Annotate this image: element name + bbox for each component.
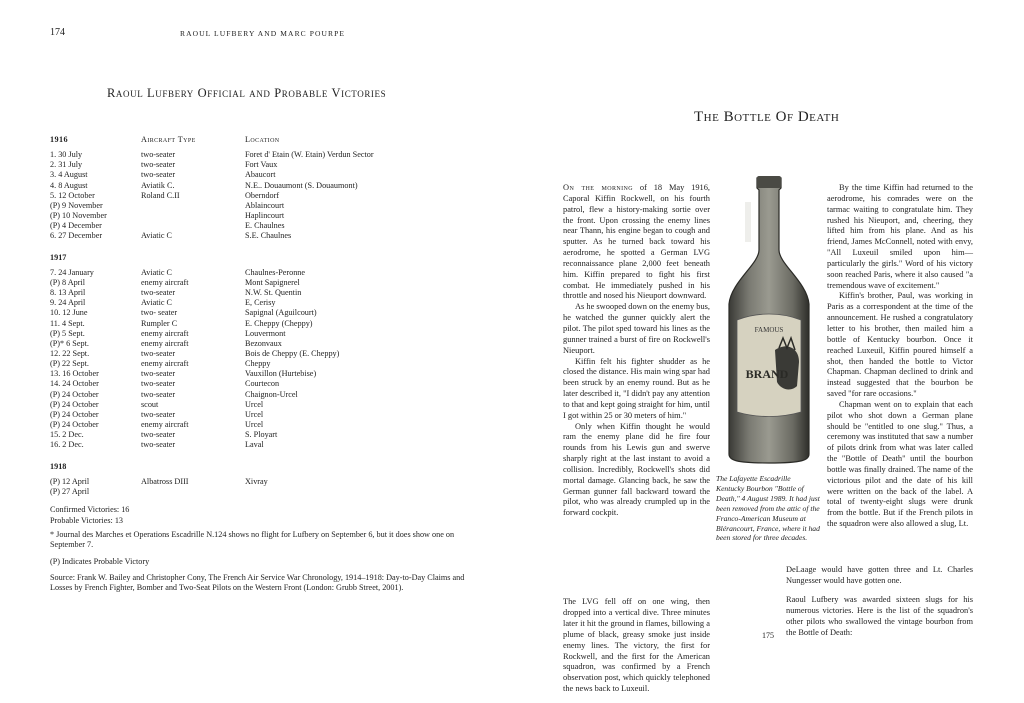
source-note: Source: Frank W. Bailey and Christopher Cony, The French Air Service War Chronology, 1914–1918: Day-to-Day Claims and Losses by French Fighter, Bomber and Two-Seat Pilots on the Western Front (London: Grubb Street, 2001). [50, 573, 465, 593]
aircraft-type: Rumpler C [141, 318, 178, 328]
victory-row [50, 150, 445, 160]
probable-legend: (P) Indicates Probable Victory [50, 557, 150, 566]
victory-location: Courtecon [245, 379, 280, 389]
article-column-1-continued [563, 589, 710, 703]
probable-victories: Probable Victories: 13 [50, 515, 124, 525]
victory-date: 9. 24 April [50, 298, 86, 308]
footnote: * Journal des Marches et Operations Escadrille N.124 shows no flight for Lufbery on September 6, but it does show one on September 7. [50, 530, 455, 550]
victory-row [50, 288, 445, 298]
article-paragraph: The LVG fell off on one wing, then dropped into a vertical dive. Three minutes later it hit the ground in flames, billowing a plume of black, greasy smoke just inside enemy lines. The victory, the first for Rockwell, and the first for the American squadron, was confirmed by a French observation post, which quickly telephoned the news back to Luxeuil. [563, 597, 710, 694]
victory-date: 7. 24 January [50, 267, 94, 277]
victory-date: (P) 24 October [50, 389, 99, 399]
aircraft-type [141, 211, 245, 221]
victory-date: 10. 12 June [50, 308, 88, 318]
aircraft-type: two-seater [141, 440, 176, 450]
victory-row [50, 349, 445, 359]
victory-date: 8. 13 April [50, 288, 86, 298]
victory-location: Urcel [245, 399, 264, 409]
victory-row [50, 440, 445, 450]
victory-date: (P) 27 April [50, 486, 90, 496]
victory-row [50, 487, 445, 497]
victory-row [50, 308, 445, 318]
header-year: 1916 [50, 135, 68, 144]
victory-date: 4. 8 August [50, 180, 88, 190]
victory-location [245, 487, 445, 497]
victory-row [50, 319, 445, 329]
victory-date: (P) 5 Sept. [50, 328, 85, 338]
aircraft-type: scout [141, 399, 159, 409]
confirmed-victories: Confirmed Victories: 16 [50, 505, 130, 514]
article-paragraph: Kiffin's brother, Paul, was working in Paris as a correspondent at the time of the announcement. He rushed a congratulatory letter to his brother, then mailed him a bottle of Kentucky bourbon. Once it reached Luxeuil, Kiffin poured himself a shot, then handed the bottle to Victor Chapman. Chapman declined to drink and instead suggested that the bourbon be saved "for rare occasions." [827, 291, 973, 399]
article-paragraph: As he swooped down on the enemy bus, he watched the gunner quickly alert the pilot. The pilot sped toward his lines as the gunner trained a burst of fire on Rockwell's Nieuport. [563, 302, 710, 355]
victory-location: Mont Sapignerel [245, 277, 300, 287]
victory-location: Vauxillon (Hurtebise) [245, 369, 317, 379]
victories-table [50, 135, 445, 497]
victory-location: Chaulnes-Peronne [245, 267, 306, 277]
aircraft-type [141, 487, 245, 497]
victory-row [50, 329, 445, 339]
article-paragraph [563, 183, 710, 302]
victory-row [50, 191, 445, 201]
left-page [0, 0, 512, 663]
header-aircraft: Aircraft Type [141, 135, 196, 144]
article-paragraph: Kiffin felt his fighter shudder as he closed the distance. His main wing spar had been struck by an enemy round. But as he later described it, "I didn't pay any attention to that and kept going straight for him, until I got within 25 or 30 meters of him." [563, 356, 710, 420]
victory-row [50, 390, 445, 400]
aircraft-type: two- seater [141, 308, 178, 318]
article-paragraph: Chapman went on to explain that each pilot who shot down a German plane should be "entitled to one slug." Thus, a ceremony was instituted that saw a number of pilots drink from what was later called the "Bottle of Death" until the bourbon bottle was finally drained. The name of the victorious pilot and the date of his kill were written on the back of the label. A total of twenty-eight slugs were drunk from the bottle. But if the French pilots in the squadron were also allowed a slug, Lt. [827, 399, 973, 529]
victory-row [50, 278, 445, 288]
aircraft-type: two-seater [141, 379, 176, 389]
victory-row [50, 170, 445, 180]
victory-date: 15. 2 Dec. [50, 430, 84, 440]
victory-location: Louvermont [245, 328, 286, 338]
victory-location: Laval [245, 440, 264, 450]
label-brand-text: BRAND [745, 367, 789, 381]
victory-location: Fort Vaux [245, 160, 278, 170]
aircraft-type: Aviatik C. [141, 180, 175, 190]
aircraft-type: two-seater [141, 160, 176, 170]
victory-row [50, 369, 445, 379]
article-column-2 [827, 183, 973, 530]
victory-location: Urcel [245, 409, 264, 419]
victory-location: Foret d' Etain (W. Etain) Verdun Sector [245, 150, 374, 160]
victory-date: 12. 22 Sept. [50, 348, 90, 358]
aircraft-type: enemy aircraft [141, 420, 189, 430]
victory-date: 2. 31 July [50, 160, 83, 170]
victory-date: (P) 8 April [50, 277, 86, 287]
victory-row [50, 298, 445, 308]
victory-location: Bois de Cheppy (E. Cheppy) [245, 348, 340, 358]
aircraft-type: enemy aircraft [141, 359, 189, 369]
bourbon-bottle-photo [717, 172, 821, 464]
victory-row [50, 359, 445, 369]
aircraft-type: Albatross DIII [141, 476, 189, 486]
running-head: RAOUL LUFBERY AND MARC POURPE [180, 29, 346, 38]
aircraft-type: two-seater [141, 150, 176, 160]
aircraft-type: two-seater [141, 430, 176, 440]
lead-in: On the morning [563, 183, 634, 192]
victory-location: S.E. Chaulnes [245, 231, 292, 241]
victory-date: 1. 30 July [50, 150, 83, 160]
victory-location: E. Chaulnes [245, 221, 285, 231]
aircraft-type: enemy aircraft [141, 277, 189, 287]
victory-row [50, 410, 445, 420]
victory-date: (P) 24 October [50, 420, 99, 430]
victory-date: 5. 12 October [50, 190, 95, 200]
aircraft-type: Roland C.II [141, 190, 180, 200]
aircraft-type: two-seater [141, 409, 176, 419]
victory-location: Urcel [245, 420, 264, 430]
label-top-text: FAMOUS [754, 326, 784, 334]
aircraft-type: two-seater [141, 369, 176, 379]
victory-location: Oberndorf [245, 190, 280, 200]
victory-row [50, 160, 445, 170]
victory-location: E, Cerisy [245, 298, 276, 308]
table-header [50, 135, 445, 145]
aircraft-type: enemy aircraft [141, 338, 189, 348]
aircraft-type: enemy aircraft [141, 328, 189, 338]
victory-location: Cheppy [245, 359, 271, 369]
victory-row [50, 420, 445, 430]
victory-location: Ablaincourt [245, 200, 285, 210]
page-number-left: 174 [50, 27, 65, 38]
article-column-1 [563, 183, 710, 519]
victory-date: 6. 27 December [50, 231, 103, 241]
victory-row [50, 430, 445, 440]
victory-date: (P) 4 December [50, 221, 102, 231]
aircraft-type [141, 221, 245, 231]
aircraft-type: two-seater [141, 348, 176, 358]
aircraft-type: Aviatic C [141, 267, 172, 277]
aircraft-type [141, 201, 245, 211]
article-paragraph: Only when Kiffin thought he would ram the enemy plane did he fire four rounds from his Lewis gun and swerve sharply right at the last instant to avoid a collision. Incredibly, Rockwell's shots did mortal damage. Glancing back, he saw the German gunner fall backward toward the pilot, who was already crumpled up in the forward cockpit. [563, 421, 710, 518]
victory-date: (P) 24 October [50, 409, 99, 419]
story-title: The Bottle Of Death [694, 109, 840, 125]
victory-location: Haplincourt [245, 211, 285, 221]
victory-location: Abaucort [245, 170, 276, 180]
victory-row [50, 400, 445, 410]
photo-caption: The Lafayette Escadrille Kentucky Bourbon "Bottle of Death," 4 August 1989. It had just been removed from the attic of the Franco-American Museum at Blérancourt, France, where it had been stored for three decades. [716, 474, 820, 543]
victory-location: N.W. St. Quentin [245, 288, 302, 298]
victory-date: 3. 4 August [50, 170, 88, 180]
section-title: Raoul Lufbery Official and Probable Victories [107, 86, 387, 100]
header-location: Location [245, 135, 280, 144]
victory-location: N.E.. Douaumont (S. Douaumont) [245, 180, 358, 190]
victory-date: 14. 24 October [50, 379, 99, 389]
aircraft-type: two-seater [141, 288, 176, 298]
victory-date: 11. 4 Sept. [50, 318, 85, 328]
page-number-right: 175 [762, 631, 774, 640]
victory-location: S. Ployart [245, 430, 278, 440]
article-paragraph: DeLaage would have gotten three and Lt. Charles Nungesser would have gotten one. [786, 565, 973, 586]
victory-row [50, 201, 445, 211]
victory-row [50, 181, 445, 191]
article-column-2-continued [786, 557, 973, 647]
victory-row [50, 339, 445, 349]
victory-row [50, 379, 445, 389]
aircraft-type: two-seater [141, 170, 176, 180]
victory-location: Chaignon-Urcel [245, 389, 298, 399]
victory-row [50, 211, 445, 221]
year-heading: 1918 [50, 461, 67, 471]
victory-row [50, 221, 445, 231]
victory-date: (P)* 6 Sept. [50, 338, 89, 348]
victory-date: (P) 12 April [50, 476, 90, 486]
victory-date: (P) 22 Sept. [50, 359, 89, 369]
victory-location: Bezonvaux [245, 338, 282, 348]
article-paragraph: By the time Kiffin had returned to the aerodrome, his comrades were on the tarmac waiting to congratulate him. They rushed his Nieuport, and, cheering, they lifted him from his plane. And as his friend, James McConnell, noted with envy, "All Luxeuil smiled upon him—particularly the girls." Word of his victory soon reached Paris, where it also caused "a tremendous wave of excitement." [827, 183, 973, 290]
victory-location: Sapignal (Aguilcourt) [245, 308, 317, 318]
aircraft-type: two-seater [141, 389, 176, 399]
aircraft-type: Aviatic C [141, 298, 172, 308]
year-heading: 1917 [50, 252, 67, 262]
victory-location: E. Cheppy (Cheppy) [245, 318, 313, 328]
victory-date: (P) 9 November [50, 200, 103, 210]
victory-row [50, 268, 445, 278]
victory-date: 13. 16 October [50, 369, 99, 379]
lead-paragraph-text: of 18 May 1916, Caporal Kiffin Rockwell, on his fourth patrol, flew a history-making sortie over the front. Upon crossing the enemy lines near Thann, his engine began to cough and sputter. As he turned back toward his aerodrome, he spotted a German LVG reconnaissance plane 2,000 feet beneath him. Kiffin prepared to fight his first combat. He immediately pushed in his throttle and nosed his Nieuport downward. [563, 183, 711, 301]
aircraft-type: Aviatic C [141, 231, 172, 241]
victory-row [50, 477, 445, 487]
victory-date: (P) 10 November [50, 211, 107, 221]
article-paragraph: Raoul Lufbery was awarded sixteen slugs for his numerous victories. Here is the list of the squadron's other pilots who swallowed the vintage bourbon from the Bottle of Death: [786, 595, 973, 637]
victory-date: 16. 2 Dec. [50, 440, 84, 450]
victory-date: (P) 24 October [50, 399, 99, 409]
victory-row [50, 231, 445, 241]
victory-location: Xivray [245, 476, 268, 486]
totals [50, 505, 129, 526]
